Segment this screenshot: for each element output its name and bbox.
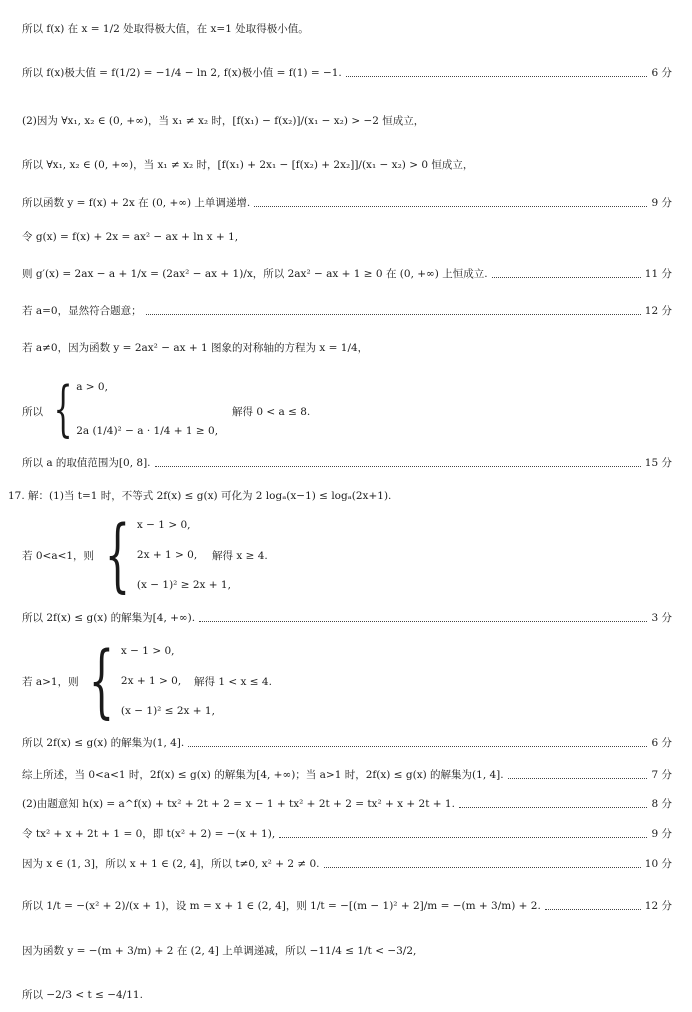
solution-line-11 bbox=[8, 489, 672, 503]
system-label: 所以 bbox=[22, 406, 43, 418]
solution-line-18 bbox=[22, 899, 672, 913]
solution-line-17 bbox=[22, 857, 672, 871]
score-mark: 12 分 bbox=[644, 305, 672, 317]
score-mark: 8 分 bbox=[651, 798, 672, 810]
dot-leader bbox=[279, 837, 647, 838]
line-text: 所以 −2/3 < t ≤ −4/11. bbox=[22, 989, 143, 1001]
line-text: 令 tx² + x + 2t + 1 = 0，即 t(x² + 2) = −(x + 1), bbox=[22, 828, 276, 840]
line-text: 所以 1/t = −(x² + 2)/(x + 1)，设 m = x + 1 ∈ (2, 4]，则 1/t = −[(m − 1)² + 2]/m = −(m + 3/m) + 2. bbox=[22, 900, 541, 912]
solution-line-14 bbox=[22, 768, 672, 782]
score-mark: 12 分 bbox=[644, 900, 672, 912]
system-row: x − 1 > 0, bbox=[136, 519, 191, 531]
line-text: (2)由题意知 h(x) = a^f(x) + tx² + 2t + 2 = x − 1 + tx² + 2t + 2 = tx² + x + 2t + 1. bbox=[22, 798, 455, 810]
score-mark: 3 分 bbox=[651, 612, 672, 624]
dot-leader bbox=[346, 76, 648, 77]
line-text: 所以 a 的取值范围为[0, 8]. bbox=[22, 457, 151, 469]
solution-line-2 bbox=[22, 66, 672, 80]
solution-line-4 bbox=[22, 158, 672, 172]
solution-line-15 bbox=[22, 797, 672, 811]
dot-leader bbox=[508, 778, 648, 779]
dot-leader bbox=[492, 277, 641, 278]
solution-line-12 bbox=[22, 611, 672, 625]
brace-symbol: { bbox=[53, 374, 73, 444]
system-label: 若 0<a<1，则 bbox=[22, 550, 95, 562]
system-row: (x − 1)² ≥ 2x + 1, bbox=[136, 579, 231, 591]
brace-symbol: { bbox=[104, 508, 131, 601]
line-text: 所以 2f(x) ≤ g(x) 的解集为(1, 4]. bbox=[22, 737, 185, 749]
system-solution: 解得 0 < a ≤ 8. bbox=[232, 406, 311, 418]
line-text: 令 g(x) = f(x) + 2x = ax² − ax + ln x + 1, bbox=[22, 231, 239, 243]
system-solution: 解得 1 < x ≤ 4. bbox=[194, 676, 272, 688]
solution-line-10 bbox=[22, 456, 672, 470]
dot-leader bbox=[188, 746, 647, 747]
line-text: 所以函数 y = f(x) + 2x 在 (0, +∞) 上单调递增. bbox=[22, 197, 251, 209]
score-mark: 15 分 bbox=[644, 457, 672, 469]
dot-leader bbox=[254, 206, 647, 207]
dot-leader bbox=[459, 807, 648, 808]
system-row: 2x + 1 > 0, bbox=[120, 675, 182, 687]
dot-leader bbox=[199, 621, 647, 622]
solution-line-9 bbox=[22, 341, 672, 355]
system-row: 2x + 1 > 0, bbox=[136, 549, 198, 561]
solution-line-20 bbox=[22, 988, 672, 1002]
inequality-system-2 bbox=[92, 508, 231, 601]
system-solution: 解得 x ≥ 4. bbox=[212, 550, 268, 562]
score-mark: 6 分 bbox=[651, 737, 672, 749]
solution-line-7 bbox=[22, 267, 672, 281]
line-text: 所以 f(x)极大值 = f(1/2) = −1/4 − ln 2, f(x)极小值 = f(1) = −1. bbox=[22, 67, 342, 79]
score-mark: 10 分 bbox=[644, 858, 672, 870]
line-text: (2)因为 ∀x₁, x₂ ∈ (0, +∞)，当 x₁ ≠ x₂ 时，[f(x₁) − f(x₂)]/(x₁ − x₂) > −2 恒成立， bbox=[22, 115, 425, 127]
line-text: 所以 ∀x₁, x₂ ∈ (0, +∞)，当 x₁ ≠ x₂ 时，[f(x₁) + 2x₁ − [f(x₂) + 2x₂]]/(x₁ − x₂) > 0 恒成立， bbox=[22, 159, 474, 171]
system-row: a > 0, bbox=[76, 381, 108, 393]
dot-leader bbox=[155, 466, 641, 467]
dot-leader bbox=[146, 314, 641, 315]
solution-line-16 bbox=[22, 827, 672, 841]
line-text: 则 g′(x) = 2ax − a + 1/x = (2ax² − ax + 1)/x，所以 2ax² − ax + 1 ≥ 0 在 (0, +∞) 上恒成立. bbox=[22, 268, 488, 280]
system-row: x − 1 > 0, bbox=[120, 645, 175, 657]
system-row: 2a (1/4)² − a · 1/4 + 1 ≥ 0, bbox=[76, 425, 219, 437]
score-mark: 7 分 bbox=[651, 769, 672, 781]
line-text: 综上所述，当 0<a<1 时，2f(x) ≤ g(x) 的解集为[4, +∞)；当 a>1 时，2f(x) ≤ g(x) 的解集为(1, 4]. bbox=[22, 769, 504, 781]
solution-line-8 bbox=[22, 304, 672, 318]
system-rows bbox=[76, 380, 218, 438]
solution-line-5 bbox=[22, 196, 672, 210]
line-text: 若 a=0，显然符合题意； bbox=[22, 305, 142, 317]
system-row: (x − 1)² ≤ 2x + 1, bbox=[120, 705, 215, 717]
solution-line-19 bbox=[22, 944, 672, 958]
score-mark: 9 分 bbox=[651, 197, 672, 209]
line-text: 因为函数 y = −(m + 3/m) + 2 在 (2, 4] 上单调递减，所以 −11/4 ≤ 1/t < −3/2, bbox=[22, 945, 417, 957]
brace-symbol: { bbox=[88, 634, 115, 727]
solution-line-6 bbox=[22, 230, 672, 244]
system-label: 若 a>1，则 bbox=[22, 676, 79, 688]
line-text: 17. 解：(1)当 t=1 时，不等式 2f(x) ≤ g(x) 可化为 2 logₐ(x−1) ≤ logₐ(2x+1). bbox=[8, 490, 392, 502]
line-text: 因为 x ∈ (1, 3]，所以 x + 1 ∈ (2, 4]，所以 t≠0, x² + 2 ≠ 0. bbox=[22, 858, 320, 870]
line-text: 所以 f(x) 在 x = 1/2 处取得极大值，在 x=1 处取得极小值。 bbox=[22, 23, 309, 35]
score-mark: 9 分 bbox=[651, 828, 672, 840]
inequality-system-1 bbox=[44, 376, 218, 442]
dot-leader bbox=[324, 867, 641, 868]
solution-line-1 bbox=[22, 22, 672, 36]
score-mark: 11 分 bbox=[644, 268, 672, 280]
line-text: 若 a≠0，因为函数 y = 2ax² − ax + 1 图象的对称轴的方程为 x = 1/4， bbox=[22, 342, 369, 354]
line-text: 所以 2f(x) ≤ g(x) 的解集为[4, +∞). bbox=[22, 612, 196, 624]
solution-line-3 bbox=[22, 114, 672, 128]
solution-line-13 bbox=[22, 736, 672, 750]
score-mark: 6 分 bbox=[651, 67, 672, 79]
dot-leader bbox=[545, 909, 641, 910]
